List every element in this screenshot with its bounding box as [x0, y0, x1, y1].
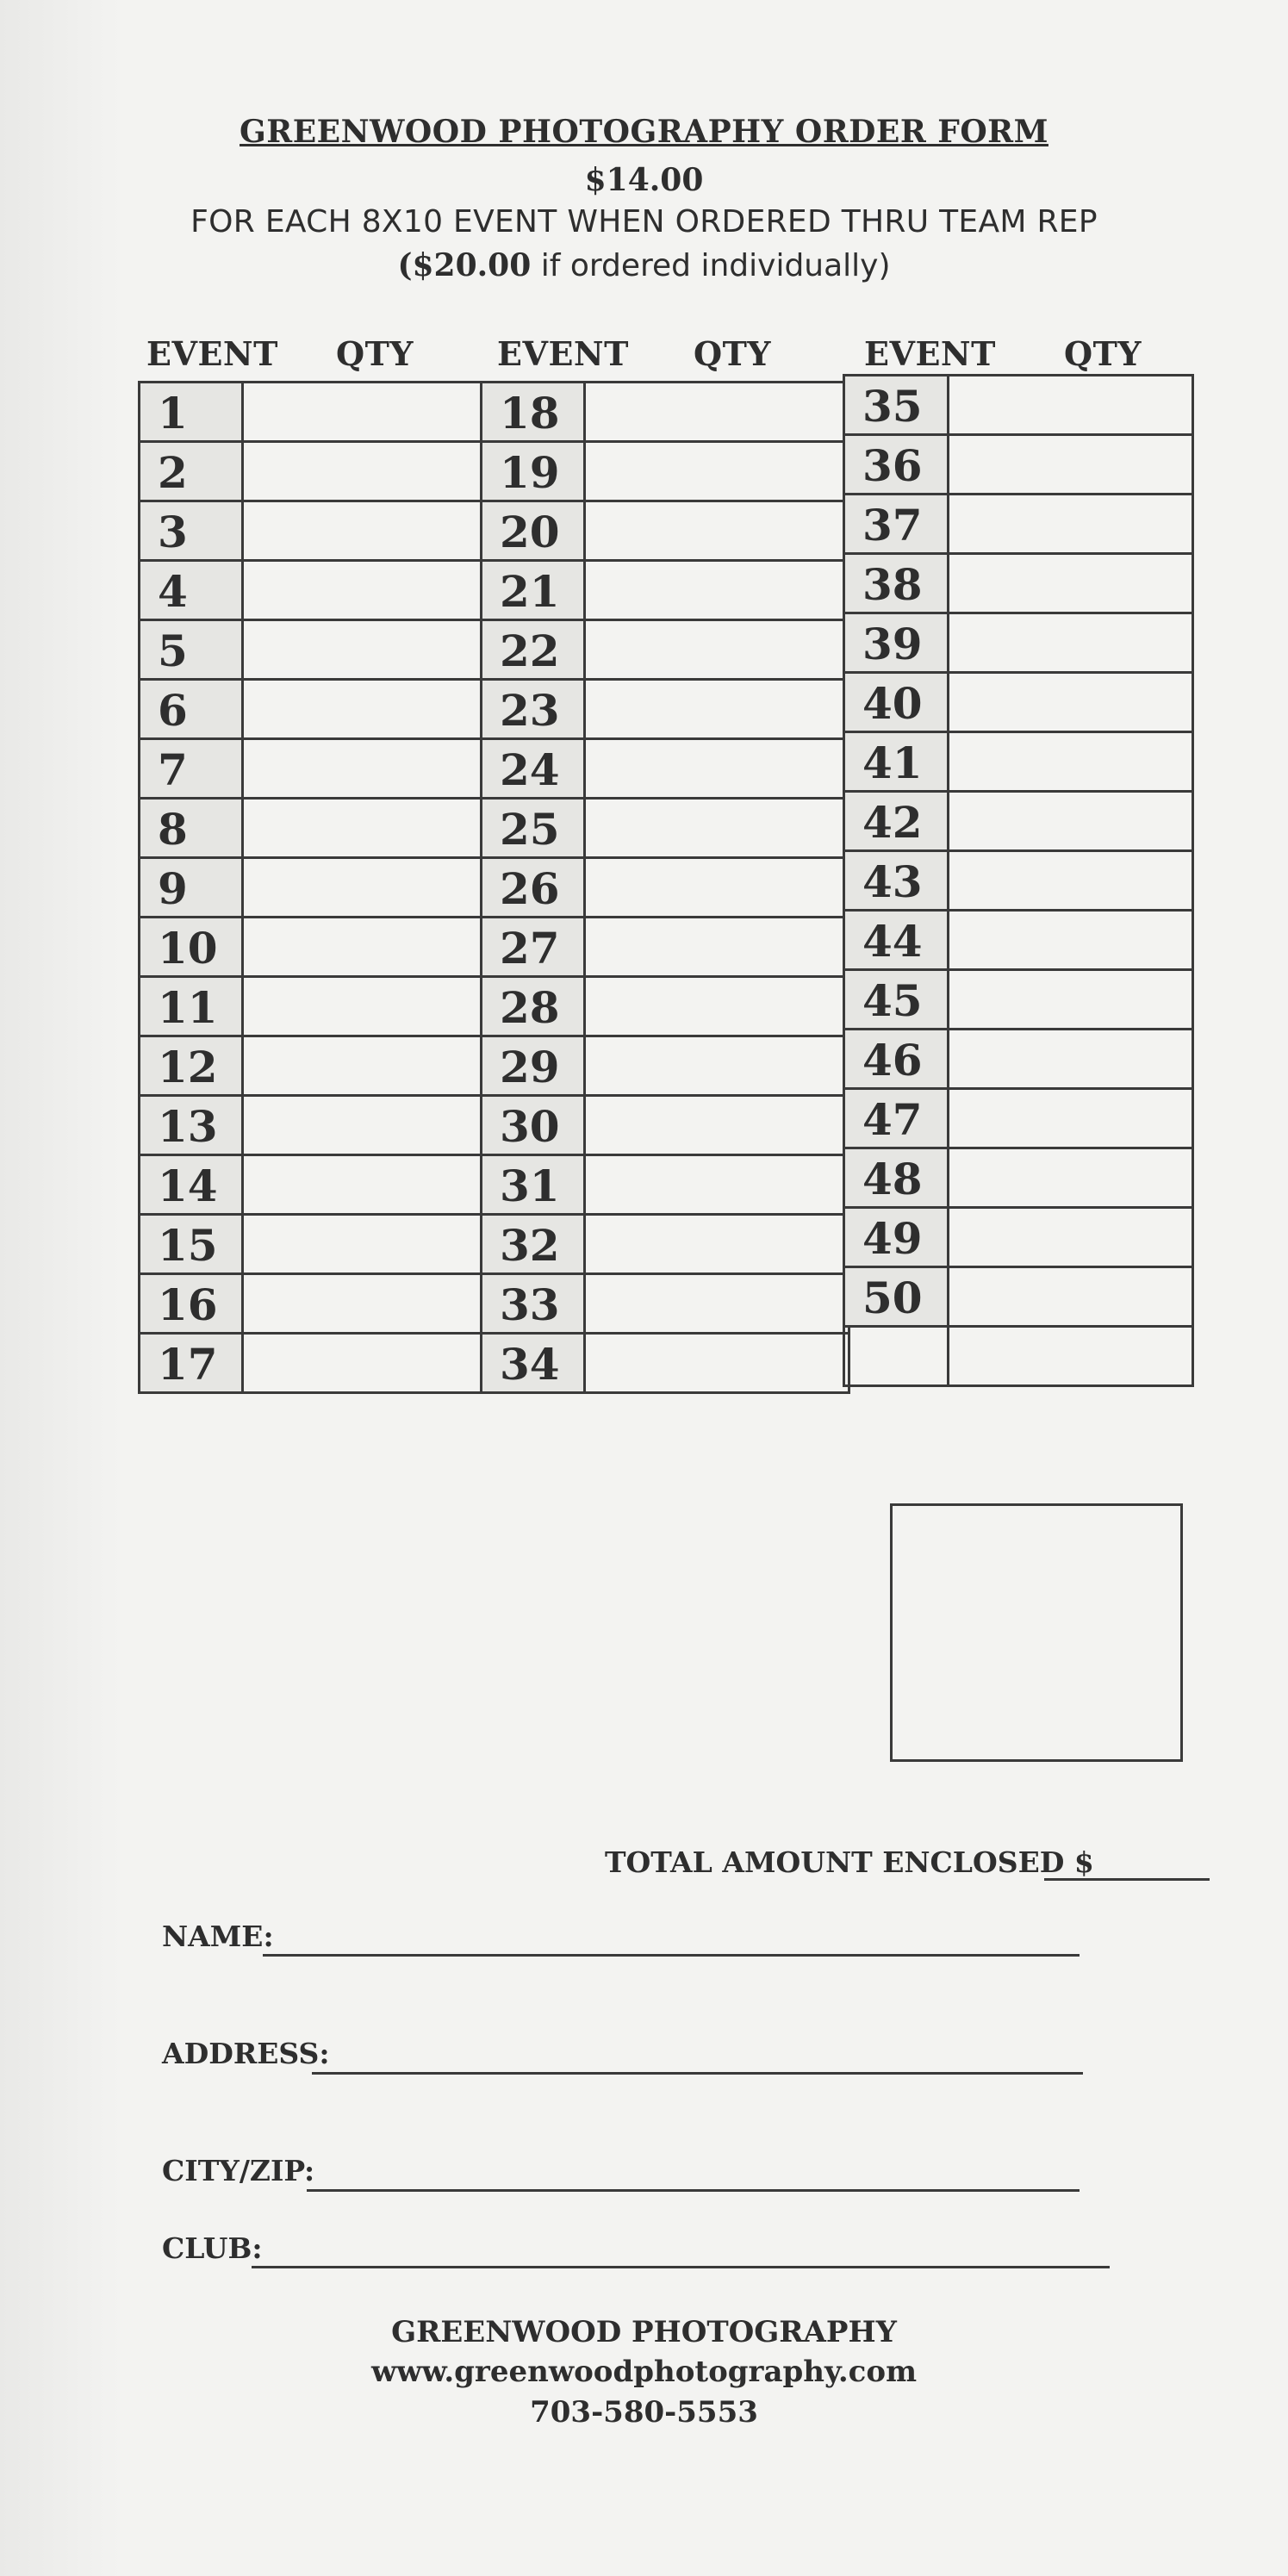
event-number: 8 — [140, 800, 244, 856]
order-row — [482, 740, 848, 800]
event-number: 23 — [482, 681, 586, 737]
order-row — [140, 800, 485, 859]
qty-field[interactable] — [244, 740, 485, 797]
qty-field[interactable] — [586, 443, 848, 500]
order-row — [140, 502, 485, 562]
event-number: 39 — [845, 614, 949, 671]
qty-field[interactable] — [244, 1156, 485, 1213]
qty-field[interactable] — [244, 800, 485, 856]
event-number: 33 — [482, 1275, 586, 1332]
event-number: 27 — [482, 918, 586, 975]
event-number: 28 — [482, 978, 586, 1035]
order-row — [140, 918, 485, 978]
price-description: FOR EACH 8X10 EVENT WHEN ORDERED THRU TEAM REP — [190, 204, 1098, 240]
individual-price-note — [0, 247, 1288, 283]
event-number: 4 — [140, 562, 244, 619]
order-row — [845, 971, 1192, 1030]
order-row — [140, 383, 485, 443]
footer-phone: 703-580-5553 — [530, 2395, 758, 2430]
event-number — [845, 1328, 949, 1384]
club-label: CLUB: — [162, 2231, 263, 2265]
qty-field[interactable] — [244, 1335, 485, 1391]
qty-field[interactable] — [244, 1216, 485, 1272]
order-row — [845, 614, 1192, 674]
qty-field[interactable] — [244, 1097, 485, 1154]
event-number: 15 — [140, 1216, 244, 1272]
order-row — [482, 1335, 848, 1394]
qty-field[interactable] — [949, 495, 1192, 552]
order-row — [482, 1037, 848, 1097]
order-row — [482, 1097, 848, 1156]
order-row — [845, 1268, 1192, 1328]
event-number: 41 — [845, 733, 949, 790]
event-number: 13 — [140, 1097, 244, 1154]
qty-field[interactable] — [244, 918, 485, 975]
event-number: 45 — [845, 971, 949, 1028]
qty-field[interactable] — [586, 1037, 848, 1094]
address-field[interactable] — [312, 2072, 1083, 2075]
qty-field[interactable] — [586, 1275, 848, 1332]
qty-field[interactable] — [586, 800, 848, 856]
order-row — [845, 674, 1192, 733]
order-row — [845, 495, 1192, 555]
qty-field[interactable] — [586, 740, 848, 797]
qty-field[interactable] — [949, 971, 1192, 1028]
event-number: 11 — [140, 978, 244, 1035]
qty-field[interactable] — [586, 978, 848, 1035]
qty-header-1: QTY — [336, 334, 414, 373]
order-grid-column-2 — [480, 381, 850, 1394]
qty-field[interactable] — [586, 621, 848, 678]
order-row — [482, 443, 848, 502]
qty-field[interactable] — [244, 859, 485, 916]
price: $14.00 — [584, 162, 704, 198]
event-number: 48 — [845, 1149, 949, 1206]
order-row — [140, 562, 485, 621]
qty-field[interactable] — [586, 859, 848, 916]
event-number: 40 — [845, 674, 949, 731]
event-number: 5 — [140, 621, 244, 678]
event-number: 1 — [140, 383, 244, 440]
total-amount-label: TOTAL AMOUNT ENCLOSED $ — [605, 1845, 1094, 1879]
qty-field[interactable] — [244, 1037, 485, 1094]
qty-field[interactable] — [949, 793, 1192, 849]
event-number: 30 — [482, 1097, 586, 1154]
event-number: 22 — [482, 621, 586, 678]
individual-price-text: if ordered individually) — [531, 248, 891, 283]
event-number: 10 — [140, 918, 244, 975]
qty-field[interactable] — [949, 912, 1192, 968]
qty-field[interactable] — [244, 1275, 485, 1332]
qty-field[interactable] — [949, 555, 1192, 612]
order-row — [482, 383, 848, 443]
event-number: 6 — [140, 681, 244, 737]
qty-field[interactable] — [586, 502, 848, 559]
order-row — [482, 562, 848, 621]
event-number: 37 — [845, 495, 949, 552]
event-number: 25 — [482, 800, 586, 856]
city-zip-label: CITY/ZIP: — [162, 2154, 315, 2187]
event-number: 9 — [140, 859, 244, 916]
club-field[interactable] — [252, 2266, 1110, 2268]
qty-field[interactable] — [244, 443, 485, 500]
qty-field[interactable] — [586, 1097, 848, 1154]
event-number: 21 — [482, 562, 586, 619]
qty-field[interactable] — [244, 621, 485, 678]
event-number: 43 — [845, 852, 949, 909]
qty-field[interactable] — [949, 1268, 1192, 1325]
qty-field[interactable] — [949, 436, 1192, 493]
order-row — [845, 555, 1192, 614]
order-row — [140, 1037, 485, 1097]
event-number: 18 — [482, 383, 586, 440]
name-label: NAME: — [162, 1920, 274, 1953]
qty-field[interactable] — [949, 1030, 1192, 1087]
city-zip-field[interactable] — [307, 2189, 1080, 2192]
order-row — [482, 681, 848, 740]
event-number: 29 — [482, 1037, 586, 1094]
qty-field[interactable] — [244, 502, 485, 559]
order-grid-column-3 — [843, 374, 1194, 1387]
event-header-2: EVENT — [497, 334, 629, 373]
event-number: 44 — [845, 912, 949, 968]
order-row — [482, 859, 848, 918]
order-row — [140, 681, 485, 740]
total-amount-field[interactable] — [1044, 1878, 1210, 1881]
event-number: 50 — [845, 1268, 949, 1325]
order-row — [482, 918, 848, 978]
name-field[interactable] — [263, 1954, 1080, 1957]
qty-field[interactable] — [949, 852, 1192, 909]
qty-field[interactable] — [586, 1156, 848, 1213]
order-row — [140, 443, 485, 502]
order-row — [482, 800, 848, 859]
event-number: 26 — [482, 859, 586, 916]
event-number: 7 — [140, 740, 244, 797]
qty-field[interactable] — [949, 1149, 1192, 1206]
order-row — [140, 1216, 485, 1275]
order-row — [845, 733, 1192, 793]
order-row — [482, 1156, 848, 1216]
qty-field[interactable] — [586, 918, 848, 975]
event-number: 32 — [482, 1216, 586, 1272]
order-row — [482, 1275, 848, 1335]
qty-field[interactable] — [949, 1328, 1192, 1384]
order-row — [140, 1097, 485, 1156]
qty-field[interactable] — [586, 383, 848, 440]
form-title: GREENWOOD PHOTOGRAPHY ORDER FORM — [240, 114, 1048, 150]
order-row — [845, 1030, 1192, 1090]
qty-field[interactable] — [949, 1090, 1192, 1147]
order-row — [140, 1275, 485, 1335]
stamp-box — [890, 1503, 1183, 1762]
qty-field[interactable] — [586, 562, 848, 619]
order-grid-column-1 — [138, 381, 488, 1394]
event-number: 19 — [482, 443, 586, 500]
order-row — [845, 852, 1192, 912]
event-number: 12 — [140, 1037, 244, 1094]
qty-field[interactable] — [244, 562, 485, 619]
order-row — [845, 1209, 1192, 1268]
order-row — [140, 740, 485, 800]
order-row — [140, 978, 485, 1037]
order-row — [845, 376, 1192, 436]
event-number: 36 — [845, 436, 949, 493]
qty-field[interactable] — [244, 681, 485, 737]
qty-field[interactable] — [244, 978, 485, 1035]
order-row — [845, 1149, 1192, 1209]
order-row — [140, 1156, 485, 1216]
qty-field[interactable] — [244, 383, 485, 440]
event-number: 16 — [140, 1275, 244, 1332]
qty-field[interactable] — [949, 376, 1192, 433]
paper-edge — [0, 0, 121, 2576]
event-number: 17 — [140, 1335, 244, 1391]
qty-field[interactable] — [586, 1335, 848, 1391]
event-number: 20 — [482, 502, 586, 559]
order-row — [845, 793, 1192, 852]
event-number: 14 — [140, 1156, 244, 1213]
event-number: 47 — [845, 1090, 949, 1147]
event-number: 42 — [845, 793, 949, 849]
qty-header-2: QTY — [694, 334, 772, 373]
qty-field[interactable] — [586, 1216, 848, 1272]
order-row — [140, 859, 485, 918]
qty-header-3: QTY — [1064, 334, 1142, 373]
qty-field[interactable] — [586, 681, 848, 737]
order-row — [845, 912, 1192, 971]
order-row — [482, 502, 848, 562]
order-row — [140, 1335, 485, 1394]
order-row — [482, 978, 848, 1037]
order-row — [845, 1090, 1192, 1149]
address-label: ADDRESS: — [162, 2037, 330, 2070]
qty-field[interactable] — [949, 1209, 1192, 1266]
footer-company: GREENWOOD PHOTOGRAPHY — [391, 2315, 897, 2349]
footer-website: www.greenwoodphotography.com — [370, 2355, 918, 2389]
qty-field[interactable] — [949, 733, 1192, 790]
event-number: 24 — [482, 740, 586, 797]
event-number: 3 — [140, 502, 244, 559]
event-number: 46 — [845, 1030, 949, 1087]
order-row — [482, 1216, 848, 1275]
qty-field[interactable] — [949, 614, 1192, 671]
order-row — [845, 436, 1192, 495]
event-number: 31 — [482, 1156, 586, 1213]
individual-price: ($20.00 — [397, 247, 532, 283]
event-header-3: EVENT — [864, 334, 996, 373]
order-row — [845, 1328, 1192, 1387]
event-number: 35 — [845, 376, 949, 433]
event-number: 49 — [845, 1209, 949, 1266]
order-row — [140, 621, 485, 681]
event-number: 34 — [482, 1335, 586, 1391]
event-number: 38 — [845, 555, 949, 612]
event-number: 2 — [140, 443, 244, 500]
order-row — [482, 621, 848, 681]
qty-field[interactable] — [949, 674, 1192, 731]
event-header-1: EVENT — [146, 334, 278, 373]
